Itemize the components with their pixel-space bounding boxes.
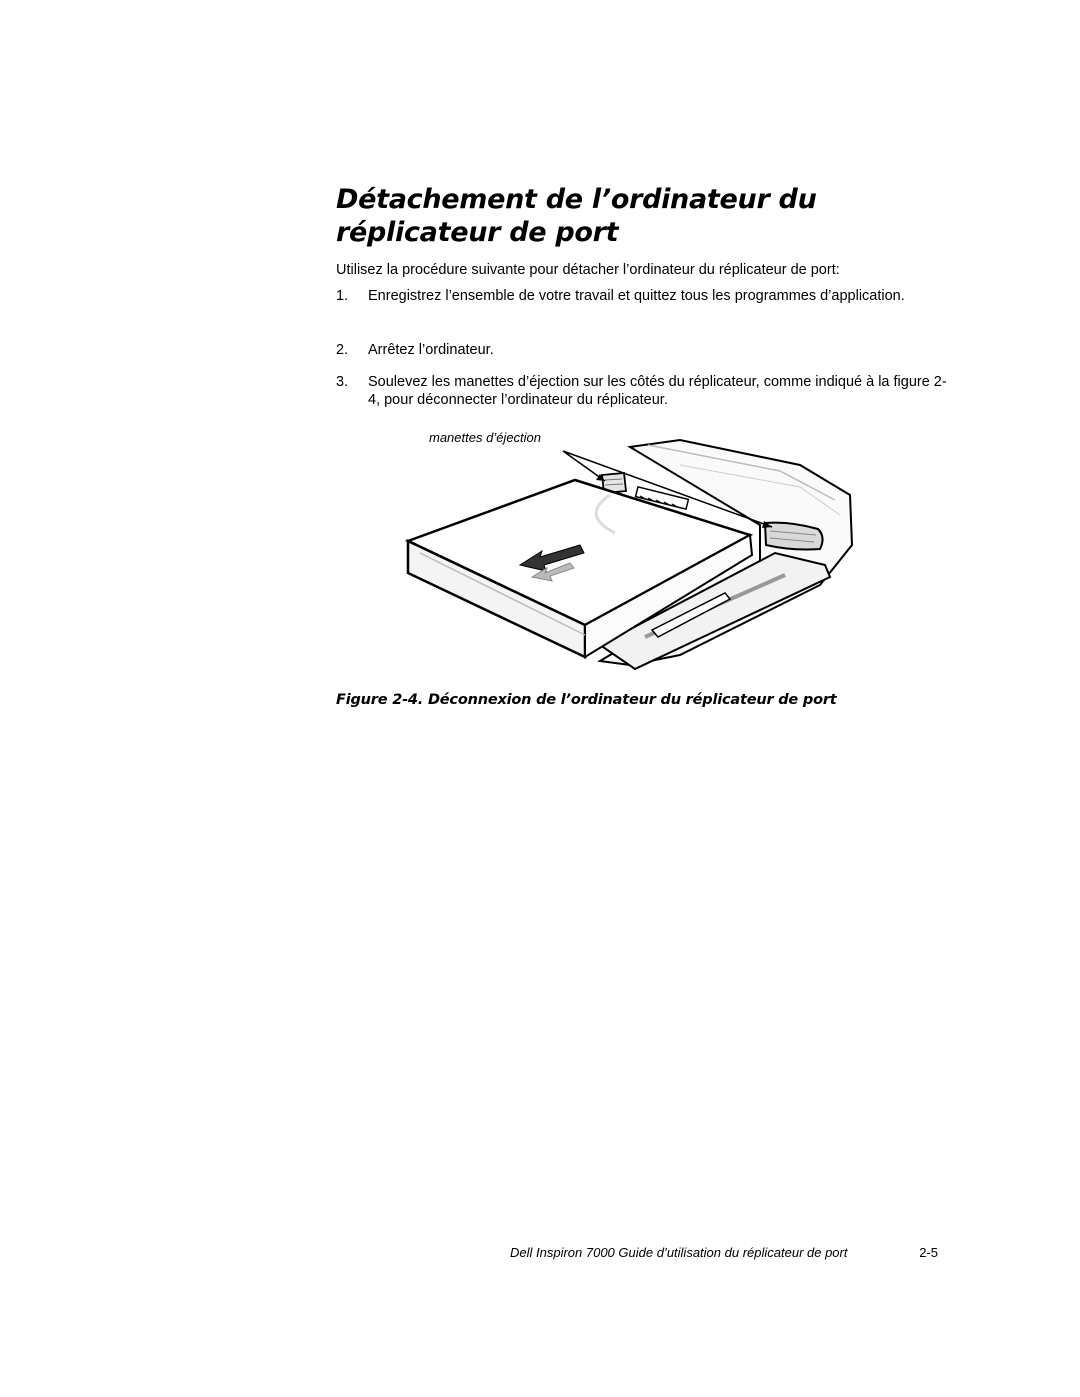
page-footer — [510, 1245, 938, 1260]
step-text: Enregistrez l’ensemble de votre travail et quittez tous les programmes d’application. — [368, 288, 905, 304]
port-replicator-illustration — [380, 425, 900, 685]
figure-caption: Figure 2-4. Déconnexion de l’ordinateur du réplicateur de port — [336, 692, 837, 708]
list-item — [336, 341, 956, 359]
step-number: 1. — [336, 288, 349, 304]
footer-title: Dell Inspiron 7000 Guide d’utilisation du réplicateur de port — [510, 1245, 848, 1260]
intro-paragraph: Utilisez la procédure suivante pour détacher l’ordinateur du réplicateur de port: — [336, 262, 840, 278]
step-number: 3. — [336, 374, 349, 390]
step-text: Soulevez les manettes d’éjection sur les côtés du réplicateur, comme indiqué à la figure 2-4, pour déconnecter l’ordinateur du réplicateur. — [368, 374, 947, 408]
list-item — [336, 373, 956, 409]
section-heading: Détachement de l’ordinateur du réplicateur de port — [336, 184, 817, 248]
step-number: 2. — [336, 342, 349, 358]
page-number: 2-5 — [919, 1245, 938, 1260]
step-text: Arrêtez l’ordinateur. — [368, 342, 494, 358]
list-item — [336, 287, 956, 305]
ejection-levers-callout: manettes d’éjection — [429, 430, 542, 445]
